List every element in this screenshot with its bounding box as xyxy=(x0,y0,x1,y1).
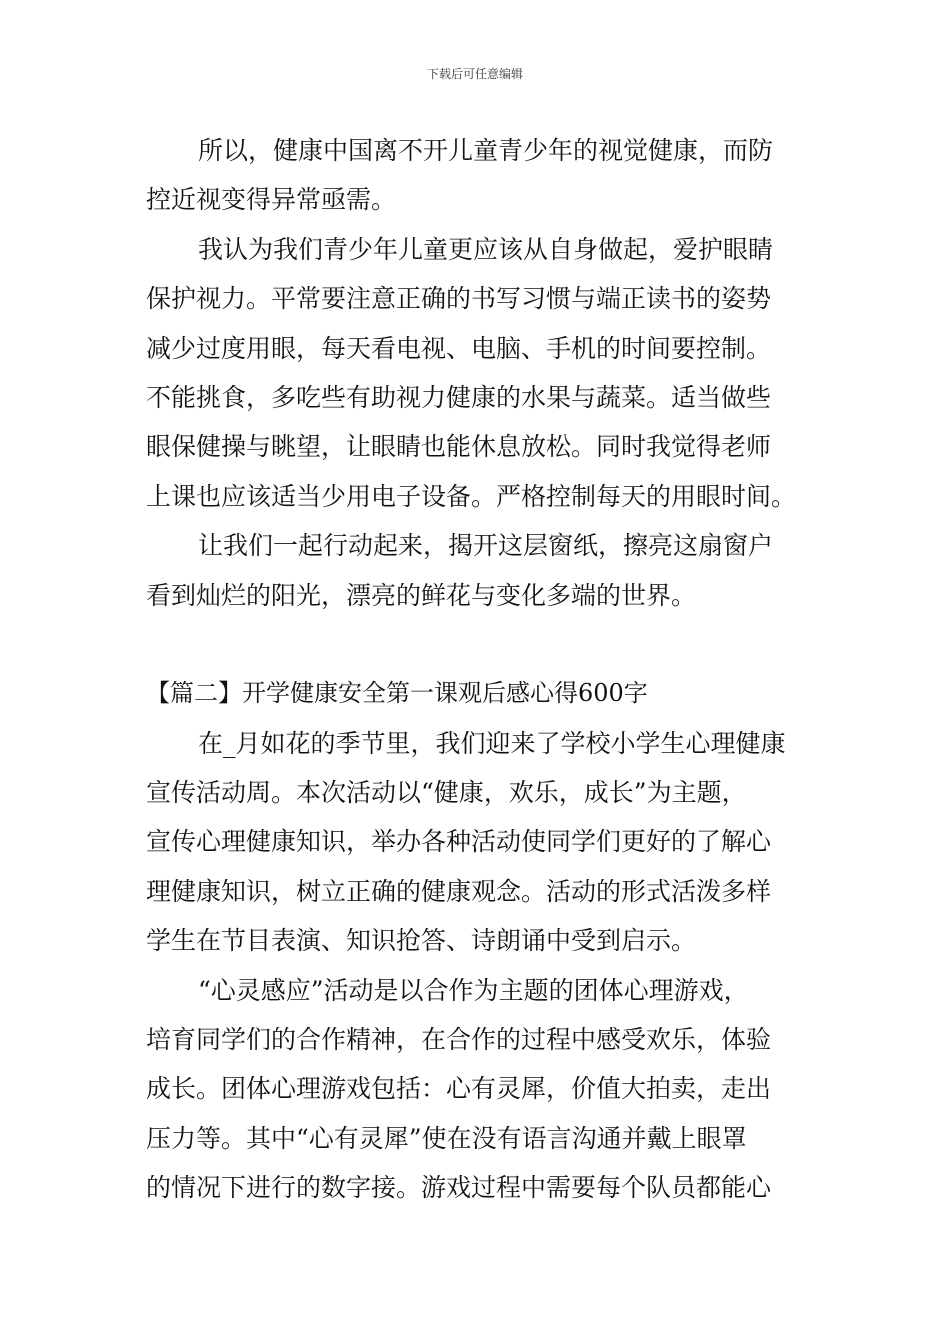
page-header: 下载后可任意编辑 xyxy=(426,67,523,81)
paragraph xyxy=(146,225,806,521)
text-line: 学生在节目表演、知识抢答、诗朗诵中受到启示。 xyxy=(146,926,697,956)
document-body xyxy=(146,126,806,1213)
paragraph xyxy=(146,521,806,620)
text-line: “心灵感应”活动是以合作为主题的团体心理游戏， xyxy=(198,975,749,1005)
text-line: 我认为我们青少年儿童更应该从自身做起，爱护眼睛 xyxy=(198,234,774,264)
paragraph xyxy=(146,126,806,225)
text-line: 培育同学们的合作精神，在合作的过程中感受欢乐，体验 xyxy=(146,1025,772,1055)
text-line: 眼保健操与眺望，让眼睛也能休息放松。同时我觉得老师 xyxy=(146,432,772,462)
text-line: 控近视变得异常亟需。 xyxy=(146,185,397,215)
text-line: 压力等。其中“心有灵犀”使在没有语言沟通并戴上眼罩 xyxy=(146,1123,747,1153)
text-line: 上课也应该适当少用电子设备。严格控制每天的用眼时间。 xyxy=(146,481,797,511)
text-line: 不能挑食，多吃些有助视力健康的水果与蔬菜。适当做些 xyxy=(146,382,772,412)
paragraph xyxy=(146,719,806,966)
text-line: 宣传活动周。本次活动以“健康，欢乐，成长”为主题， xyxy=(146,778,747,808)
text-line: 宣传心理健康知识，举办各种活动使同学们更好的了解心 xyxy=(146,827,772,857)
text-line: 所以，健康中国离不开儿童青少年的视觉健康，而防 xyxy=(198,136,774,165)
blank-line xyxy=(146,620,806,669)
text-line: 的情况下进行的数字接。游戏过程中需要每个队员都能心 xyxy=(146,1173,772,1203)
text-line: 减少过度用眼，每天看电视、电脑、手机的时间要控制。 xyxy=(146,333,772,363)
text-line: 让我们一起行动起来，揭开这层窗纸，擦亮这扇窗户 xyxy=(198,531,774,561)
text-line: 保护视力。平常要注意正确的书写习惯与端正读书的姿势 xyxy=(146,284,772,314)
text-line: 成长。团体心理游戏包括：心有灵犀，价值大拍卖，走出 xyxy=(146,1074,772,1104)
paragraph xyxy=(146,966,806,1213)
text-line: 理健康知识，树立正确的健康观念。活动的形式活泼多样 xyxy=(146,876,772,906)
section-heading: 【篇二】开学健康安全第一课观后感心得600字 xyxy=(146,679,648,708)
text-line: 在_月如花的季节里，我们迎来了学校小学生心理健康 xyxy=(198,728,786,758)
text-line: 看到灿烂的阳光，漂亮的鲜花与变化多端的世界。 xyxy=(146,580,697,610)
